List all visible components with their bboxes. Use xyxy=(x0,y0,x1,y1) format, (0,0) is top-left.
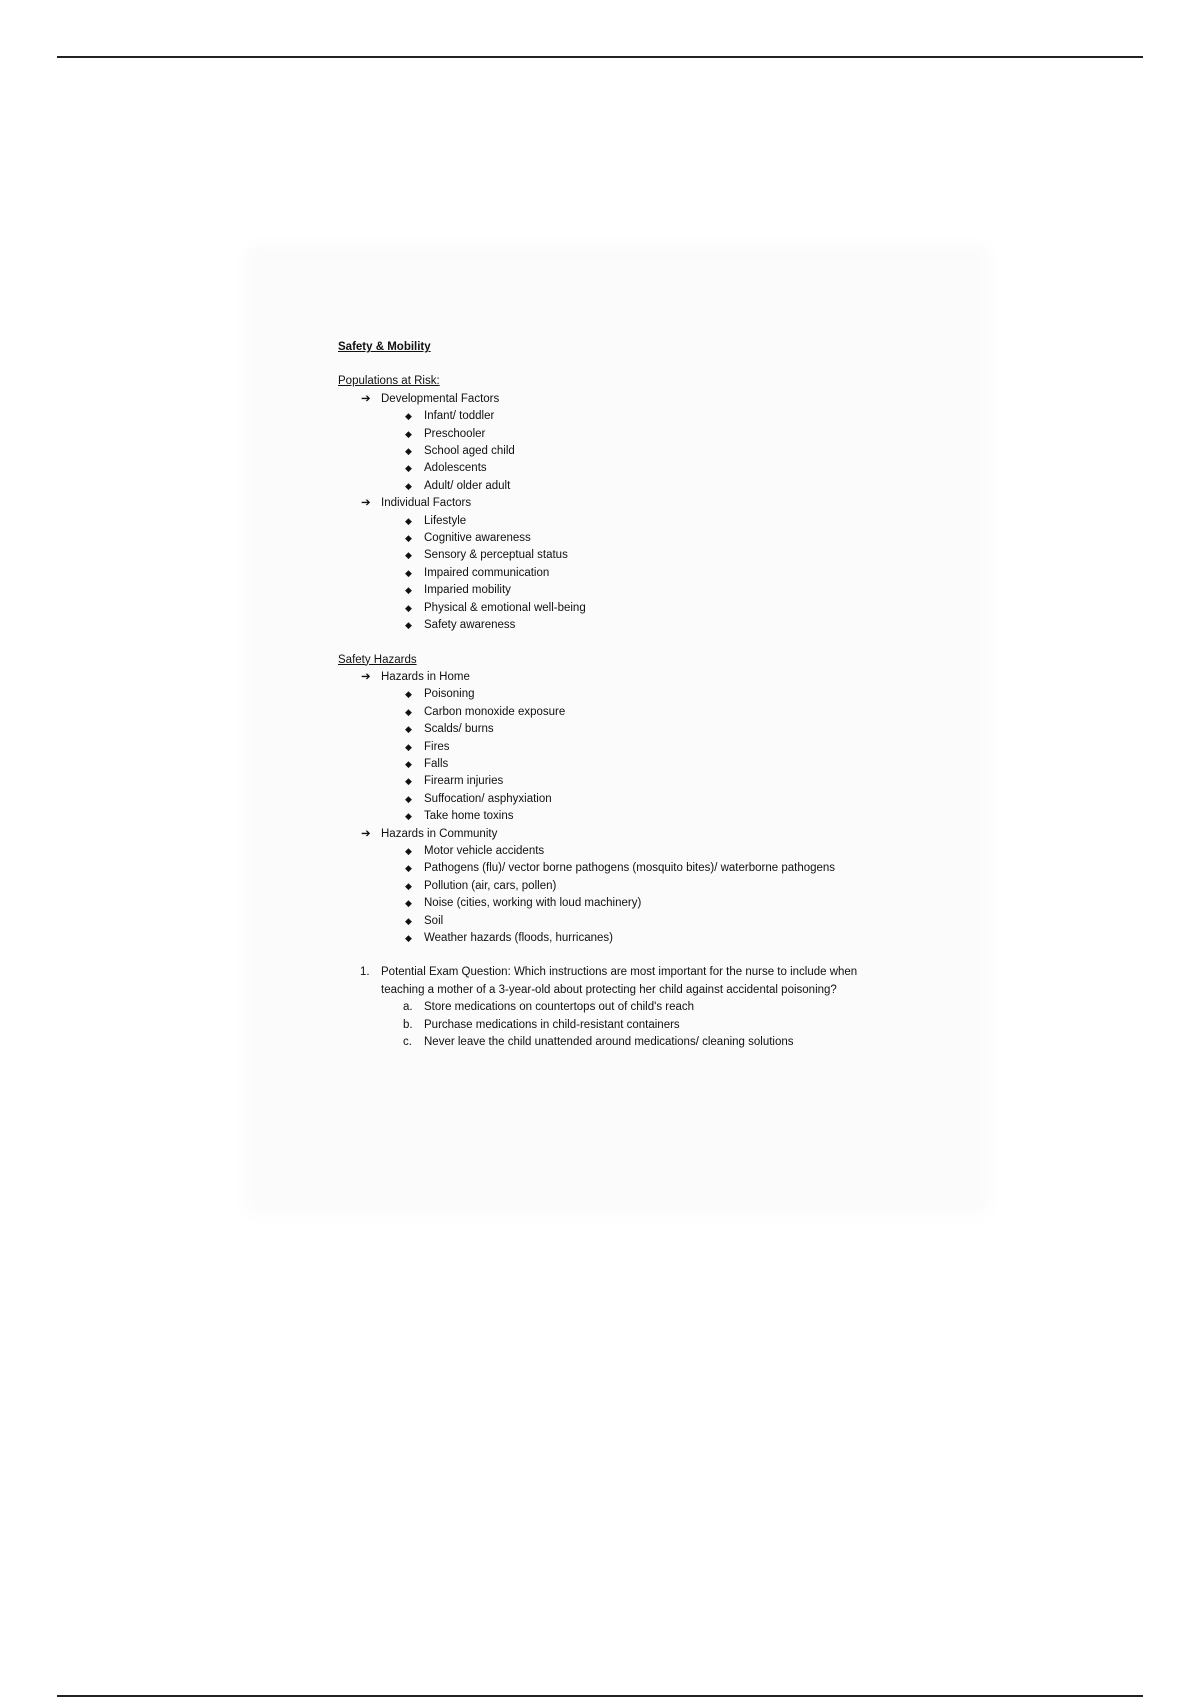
list-item xyxy=(338,930,938,947)
diamond-bullet-icon: ◆ xyxy=(405,741,412,752)
populations-section xyxy=(338,373,938,634)
question-text: Potential Exam Question: Which instructions are most important for the nurse to include when teaching a mother of a 3-year-old about protecting her child against accidental poisoning? xyxy=(381,966,858,996)
list-item-text: Soil xyxy=(424,914,444,927)
list-item-text: Imparied mobility xyxy=(424,584,511,597)
list-item xyxy=(338,408,938,425)
diamond-bullet-icon: ◆ xyxy=(405,706,412,717)
outline-group xyxy=(338,391,938,408)
diamond-bullet-icon: ◆ xyxy=(405,515,412,526)
list-item xyxy=(338,530,938,547)
list-item-text: School aged child xyxy=(424,445,515,458)
list-item-text: Physical & emotional well-being xyxy=(424,601,586,614)
list-item-text: Sensory & perceptual status xyxy=(424,549,568,562)
diamond-bullet-icon: ◆ xyxy=(405,915,412,926)
diamond-bullet-icon: ◆ xyxy=(405,776,412,787)
diamond-bullet-icon: ◆ xyxy=(405,793,412,804)
answer-options xyxy=(338,999,938,1051)
diamond-bullet-icon: ◆ xyxy=(405,463,412,474)
outline-group-label: Individual Factors xyxy=(381,497,472,510)
arrow-icon: ➔ xyxy=(361,392,371,405)
answer-option-letter: a. xyxy=(403,1001,413,1014)
list-item-text: Preschooler xyxy=(424,427,486,440)
hazards-list xyxy=(338,669,938,948)
outline-group-label: Developmental Factors xyxy=(381,392,500,405)
diamond-bullet-icon: ◆ xyxy=(405,428,412,439)
answer-option xyxy=(338,1034,938,1051)
list-item-text: Safety awareness xyxy=(424,619,516,632)
arrow-icon: ➔ xyxy=(361,827,371,840)
list-item xyxy=(338,443,938,460)
answer-option-letter: c. xyxy=(403,1036,412,1049)
diamond-bullet-icon: ◆ xyxy=(405,724,412,735)
outline-group-label: Hazards in Home xyxy=(381,670,470,683)
list-item xyxy=(338,878,938,895)
diamond-bullet-icon: ◆ xyxy=(405,845,412,856)
list-item-text: Noise (cities, working with loud machinery) xyxy=(424,897,642,910)
populations-list xyxy=(338,391,938,635)
answer-option-letter: b. xyxy=(403,1018,413,1031)
list-item-text: Falls xyxy=(424,757,449,770)
outline-group xyxy=(338,669,938,686)
list-item-text: Firearm injuries xyxy=(424,775,504,788)
list-item-text: Pathogens (flu)/ vector borne pathogens (mosquito bites)/ waterborne pathogens xyxy=(424,862,836,875)
list-item-text: Motor vehicle accidents xyxy=(424,844,545,857)
list-item xyxy=(338,808,938,825)
list-item xyxy=(338,773,938,790)
list-item-text: Poisoning xyxy=(424,688,475,701)
diamond-bullet-icon: ◆ xyxy=(405,585,412,596)
diamond-bullet-icon: ◆ xyxy=(405,533,412,544)
diamond-bullet-icon: ◆ xyxy=(405,933,412,943)
diamond-bullet-icon: ◆ xyxy=(405,620,412,631)
list-item-text: Carbon monoxide exposure xyxy=(424,705,566,718)
list-item xyxy=(338,895,938,912)
diamond-bullet-icon: ◆ xyxy=(405,758,412,769)
list-item xyxy=(338,756,938,773)
list-item-text: Scalds/ burns xyxy=(424,723,494,736)
list-item-text: Pollution (air, cars, pollen) xyxy=(424,879,557,892)
answer-option-text: Purchase medications in child-resistant containers xyxy=(424,1018,680,1031)
outline-group xyxy=(338,495,938,512)
diamond-bullet-icon: ◆ xyxy=(405,480,412,491)
exam-question-block xyxy=(338,964,938,1051)
arrow-icon: ➔ xyxy=(361,497,371,510)
diamond-bullet-icon: ◆ xyxy=(405,689,412,700)
hazards-section xyxy=(338,652,938,948)
list-item xyxy=(338,478,938,495)
diamond-bullet-icon: ◆ xyxy=(405,811,412,822)
list-item-text: Adolescents xyxy=(424,462,487,475)
list-item xyxy=(338,721,938,738)
diamond-bullet-icon: ◆ xyxy=(405,898,412,909)
list-item xyxy=(338,913,938,930)
diamond-bullet-icon: ◆ xyxy=(405,446,412,457)
list-item xyxy=(338,704,938,721)
list-item-text: Fires xyxy=(424,740,450,753)
question-number: 1. xyxy=(360,966,370,979)
bottom-rule xyxy=(57,1695,1143,1697)
diamond-bullet-icon: ◆ xyxy=(405,567,412,578)
answer-option-text: Never leave the child unattended around medications/ cleaning solutions xyxy=(424,1036,794,1049)
list-item xyxy=(338,582,938,599)
list-item xyxy=(338,426,938,443)
list-item-text: Adult/ older adult xyxy=(424,479,511,492)
diamond-bullet-icon: ◆ xyxy=(405,602,412,613)
list-item xyxy=(338,600,938,617)
list-item-text: Lifestyle xyxy=(424,514,467,527)
list-item xyxy=(338,739,938,756)
outline-group-label: Hazards in Community xyxy=(381,827,498,840)
document-content xyxy=(338,339,938,1051)
list-item xyxy=(338,513,938,530)
answer-option xyxy=(338,999,938,1016)
list-item-text: Take home toxins xyxy=(424,810,514,823)
list-item xyxy=(338,860,938,877)
exam-question xyxy=(338,964,901,999)
list-item xyxy=(338,791,938,808)
diamond-bullet-icon: ◆ xyxy=(405,880,412,891)
list-item-text: Weather hazards (floods, hurricanes) xyxy=(424,932,613,944)
list-item xyxy=(338,617,938,634)
arrow-icon: ➔ xyxy=(361,670,371,683)
list-item xyxy=(338,460,938,477)
top-rule xyxy=(57,56,1143,58)
document-title: Safety & Mobility xyxy=(338,341,431,353)
list-item xyxy=(338,547,938,564)
hazards-heading: Safety Hazards xyxy=(338,653,417,666)
diamond-bullet-icon: ◆ xyxy=(405,550,412,561)
diamond-bullet-icon: ◆ xyxy=(405,411,412,422)
list-item xyxy=(338,565,938,582)
outline-group xyxy=(338,826,938,843)
populations-heading: Populations at Risk: xyxy=(338,375,440,388)
list-item-text: Impaired communication xyxy=(424,566,550,579)
list-item-text: Infant/ toddler xyxy=(424,410,495,423)
list-item xyxy=(338,843,938,860)
diamond-bullet-icon: ◆ xyxy=(405,863,412,874)
list-item-text: Suffocation/ asphyxiation xyxy=(424,792,552,805)
answer-option-text: Store medications on countertops out of child's reach xyxy=(424,1001,695,1014)
answer-option xyxy=(338,1017,938,1034)
list-item xyxy=(338,686,938,703)
list-item-text: Cognitive awareness xyxy=(424,532,531,545)
